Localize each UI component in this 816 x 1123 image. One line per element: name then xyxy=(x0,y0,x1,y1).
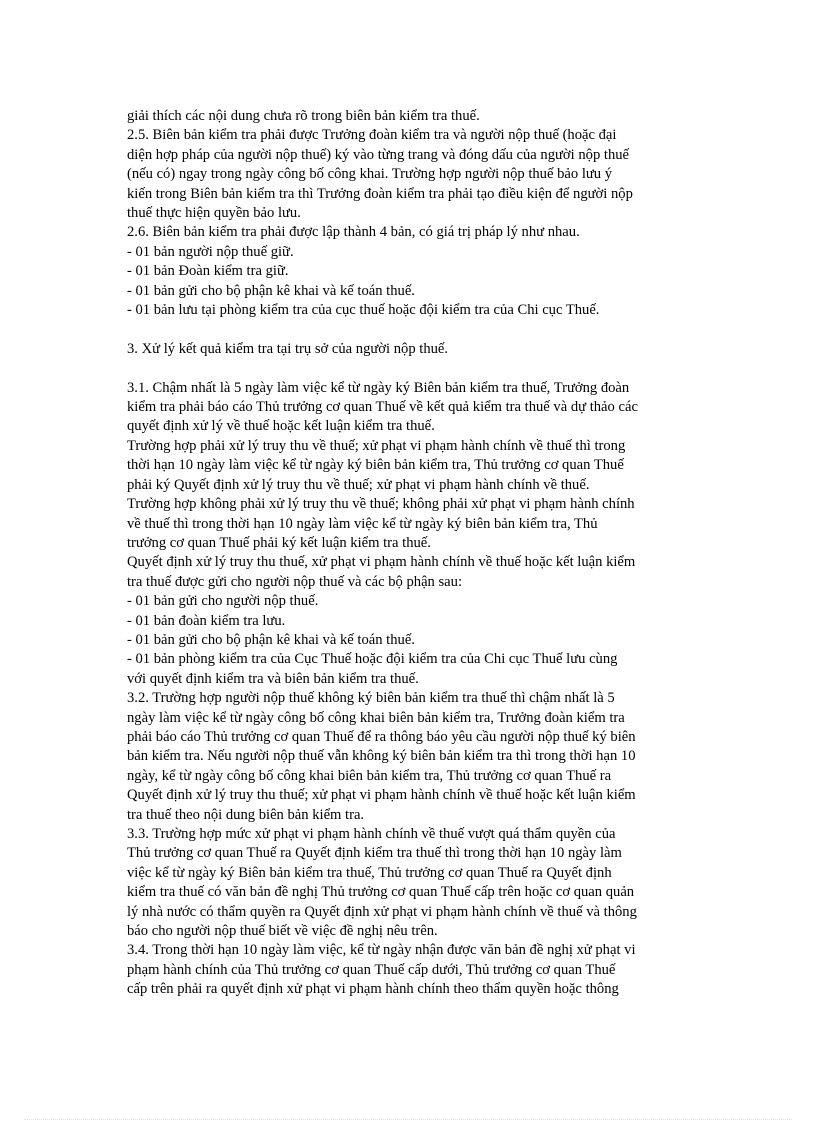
text-line: việc kể từ ngày ký Biên bản kiểm tra thuế, Thủ trưởng cơ quan Thuế ra Quyết định xyxy=(127,864,612,881)
text-line: - 01 bản Đoàn kiểm tra giữ. xyxy=(127,263,289,280)
text-line: 3.1. Chậm nhất là 5 ngày làm việc kể từ ngày ký Biên bản kiểm tra thuế, Trưởng đoàn xyxy=(127,379,630,396)
text-line: tra thuế được gửi cho người nộp thuế và các bộ phận sau: xyxy=(127,573,463,590)
text-line: 3.3. Trường hợp mức xử phạt vi phạm hành chính về thuế vượt quá thẩm quyền của xyxy=(127,826,616,842)
text-line: - 01 bản gửi cho người nộp thuế. xyxy=(127,593,319,610)
text-line: trưởng cơ quan Thuế phải ký kết luận kiểm tra thuế. xyxy=(127,534,431,551)
text-line: - 01 bản người nộp thuế giữ. xyxy=(127,243,294,260)
text-line: lý nhà nước có thẩm quyền ra Quyết định xử phạt vi phạm hành chính về thuế và thông xyxy=(127,903,637,920)
text-line: Quyết định xử lý truy thu thuế, xử phạt vi phạm hành chính về thuế hoặc kết luận kiểm xyxy=(127,554,636,571)
text-line: tra thuế theo nội dung biên bản kiểm tra. xyxy=(127,806,365,823)
text-line: cấp trên phải ra quyết định xử phạt vi phạm hành chính theo thẩm quyền hoặc thông xyxy=(127,981,619,998)
text-line: 3.2. Trường hợp người nộp thuế không ký biên bản kiểm tra thuế thì chậm nhất là 5 xyxy=(127,690,615,707)
text-line: về thuế thì trong thời hạn 10 ngày làm việc kể từ ngày ký biên bản kiểm tra, Thủ xyxy=(127,515,598,532)
text-line: - 01 bản gửi cho bộ phận kê khai và kế toán thuế. xyxy=(127,282,415,299)
text-line: quyết định xử lý về thuế hoặc kết luận kiểm tra thuế. xyxy=(127,418,435,435)
text-line: thuế thực hiện quyền bảo lưu. xyxy=(127,205,301,222)
text-line: Trường hợp không phải xử lý truy thu về thuế; không phải xử phạt vi phạm hành chính xyxy=(127,496,635,513)
text-line: - 01 bản đoàn kiểm tra lưu. xyxy=(127,612,286,629)
text-line: kiến trong Biên bản kiểm tra thì Trưởng đoàn kiểm tra phải tạo điều kiện để người nộp xyxy=(127,185,633,202)
text-line: thời hạn 10 ngày làm việc kể từ ngày ký biên bản kiểm tra, Thủ trưởng cơ quan Thuế xyxy=(127,457,624,474)
document-body xyxy=(127,107,692,1000)
text-line: 2.5. Biên bản kiểm tra phải được Trưởng đoàn kiểm tra và người nộp thuế (hoặc đại xyxy=(127,127,617,144)
text-line: kiểm tra phải báo cáo Thủ trưởng cơ quan Thuế về kết quả kiểm tra thuế và dự thảo các xyxy=(127,399,638,416)
blank-line xyxy=(127,320,692,339)
text-line: phạm hành chính của Thủ trưởng cơ quan Thuế cấp dưới, Thủ trưởng cơ quan Thuế xyxy=(127,961,616,978)
text-line: 3.4. Trong thời hạn 10 ngày làm việc, kể từ ngày nhận được văn bản đề nghị xử phạt vi xyxy=(127,942,636,959)
text-line: kiểm tra thuế có văn bản đề nghị Thủ trưởng cơ quan Thuế cấp trên hoặc cơ quan quản xyxy=(127,884,635,901)
text-line: phải ký Quyết định xử lý truy thu về thuế; xử phạt vi phạm hành chính về thuế. xyxy=(127,476,590,493)
text-line: ngày, kể từ ngày công bố công khai biên bản kiểm tra, Thủ trưởng cơ quan Thuế ra xyxy=(127,767,612,784)
blank-line xyxy=(127,359,692,378)
text-line: 3. Xử lý kết quả kiểm tra tại trụ sở của người nộp thuế. xyxy=(127,340,449,357)
page-bottom-border xyxy=(24,1119,792,1120)
text-line: diện hợp pháp của người nộp thuế) ký vào từng trang và đóng dấu của người nộp thuế xyxy=(127,146,630,163)
text-line: với quyết định kiểm tra và biên bản kiểm tra thuế. xyxy=(127,670,419,687)
text-line: Quyết định xử lý truy thu thuế; xử phạt vi phạm hành chính về thuế hoặc kết luận kiểm xyxy=(127,787,636,804)
text-line: Trường hợp phải xử lý truy thu về thuế; xử phạt vi phạm hành chính về thuế thì trong xyxy=(127,437,626,454)
text-line: - 01 bản phòng kiểm tra của Cục Thuế hoặc đội kiểm tra của Chi cục Thuế lưu cùng xyxy=(127,651,618,668)
text-line: bản kiểm tra. Nếu người nộp thuế vẫn không ký biên bản kiểm tra thì trong thời hạn 10 xyxy=(127,748,636,765)
text-line: giải thích các nội dung chưa rõ trong biên bản kiểm tra thuế. xyxy=(127,108,480,124)
text-line: - 01 bản gửi cho bộ phận kê khai và kế toán thuế. xyxy=(127,631,415,648)
text-line: - 01 bản lưu tại phòng kiểm tra của cục thuế hoặc đội kiểm tra của Chi cục Thuế. xyxy=(127,302,600,319)
text-line: phải báo cáo Thủ trưởng cơ quan Thuế để ra thông báo yêu cầu người nộp thuế ký biên xyxy=(127,728,636,745)
text-line: (nếu có) ngay trong ngày công bố công khai. Trường hợp người nộp thuế bảo lưu ý xyxy=(127,166,613,183)
text-line: Thủ trưởng cơ quan Thuế ra Quyết định kiểm tra thuế thì trong thời hạn 10 ngày làm xyxy=(127,845,622,862)
text-line: 2.6. Biên bản kiểm tra phải được lập thành 4 bản, có giá trị pháp lý như nhau. xyxy=(127,224,580,241)
text-line: báo cho người nộp thuế biết về việc đề nghị nêu trên. xyxy=(127,923,438,940)
text-line: ngày làm việc kể từ ngày công bố công khai biên bản kiểm tra, Trưởng đoàn kiểm tra xyxy=(127,709,625,726)
